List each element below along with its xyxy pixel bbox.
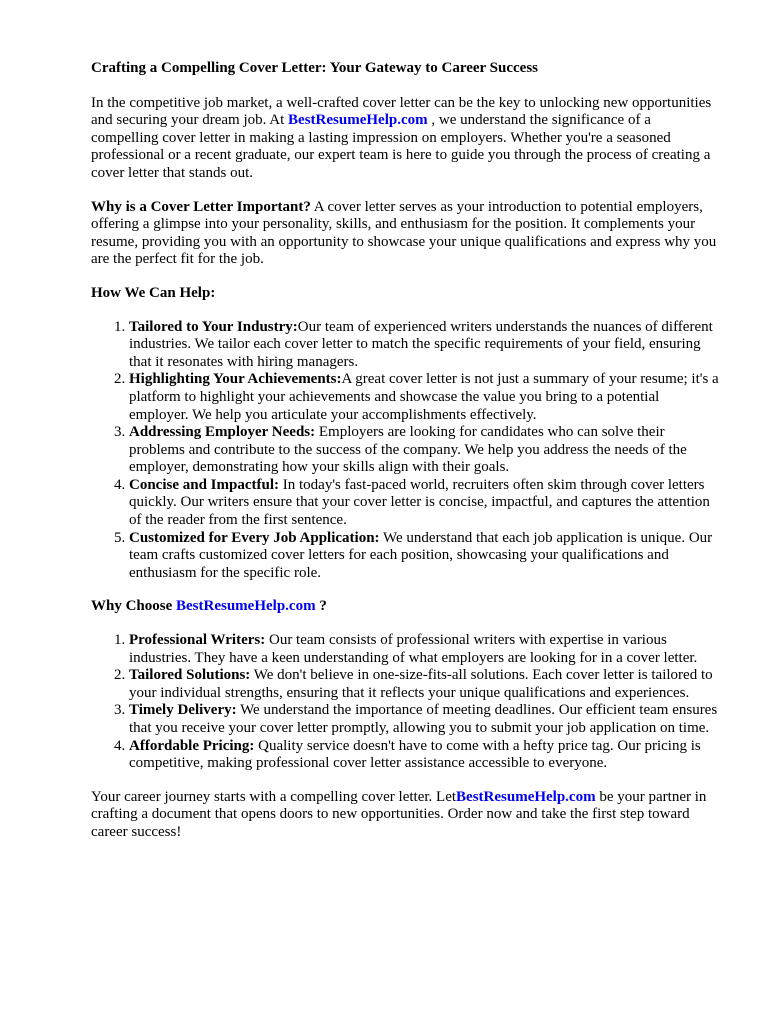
intro-text-before: In the competitive job market, a well-crafted cover letter can be the key to unlocking new opportunities and securing your dream job. At [91,94,712,129]
list-item [129,424,721,477]
list-item-text: We understand the importance of meeting deadlines. Our efficient team ensures that you receive your cover letter promptly, allowing you to submit your job application on time. [129,702,718,736]
why-important-paragraph [91,199,721,269]
closing-text-after: be your partner in crafting a document that opens doors to new opportunities. Order now and take the first step toward career success! [91,788,707,840]
intro-paragraph [91,95,721,183]
list-item-title: Timely Delivery: [129,702,237,719]
list-item [129,319,721,372]
why-important-text: A cover letter serves as your introduction to potential employers, offering a glimpse into your personality, skills, and enthusiasm for the position. It complements your resume, providing you with an opportunity to showcase your unique qualifications and express why you are the perfect fit for the job. [91,198,717,268]
document-page [91,60,721,858]
list-item-text: A great cover letter is not just a summary of your resume; it's a platform to highlight your achievements and showcase the value you bring to a potential employer. We help you articulate your accomplishments effectively. [129,371,719,423]
intro-link[interactable]: BestResumeHelp.com [288,112,428,129]
list-item-text: Our team of experienced writers understands the nuances of different industries. We tailor each cover letter to match the specific requirements of your field, ensuring that it resonates with hiring managers. [129,318,713,370]
why-choose-list [91,632,721,773]
why-important-heading: Why is a Cover Letter Important? [91,198,311,215]
list-item-title: Customized for Every Job Application: [129,529,380,546]
intro-text-after: , we understand the significance of a compelling cover letter in making a lasting impression on employers. Whether you're a seasoned professional or a recent graduate, our expert team is here to guide you through the process of creating a cover letter that stands out. [91,112,711,181]
list-item-title: Addressing Employer Needs: [129,424,316,441]
list-item-text: Employers are looking for candidates who can solve their problems and contribute to the success of the company. We help you address the needs of the employer, demonstrating how your skills align with their goals. [129,424,687,476]
how-help-list [91,319,721,583]
closing-paragraph [91,789,721,842]
why-choose-prefix: Why Choose [91,598,177,615]
list-item-text: We understand that each job application is unique. Our team crafts customized cover letters for each position, showcasing your qualifications and enthusiasm for the specific role. [129,529,713,581]
list-item [129,632,721,667]
list-item [129,371,721,424]
list-item-text: We don't believe in one-size-fits-all solutions. Each cover letter is tailored to your individual strengths, ensuring that it reflects your unique qualifications and experiences. [129,667,713,701]
why-choose-suffix: ? [315,598,327,615]
list-item-text: In today's fast-paced world, recruiters often skim through cover letters quickly. Our writers ensure that your cover letter is concise, impactful, and captures the attention of the reader from the first sentence. [129,476,710,529]
why-choose-heading [91,598,721,616]
list-item-title: Affordable Pricing: [129,737,255,754]
list-item [129,477,721,530]
why-choose-link[interactable]: BestResumeHelp.com [176,598,316,615]
document-title: Crafting a Compelling Cover Letter: Your Gateway to Career Success [91,60,538,76]
how-help-heading: How We Can Help: [91,284,216,301]
list-item-text: Our team consists of professional writers with expertise in various industries. They have a keen understanding of what employers are looking for in a cover letter. [129,632,698,666]
closing-text-before: Your career journey starts with a compelling cover letter. Let [91,788,457,805]
list-item-title: Tailored to Your Industry: [129,318,298,335]
list-item-title: Professional Writers: [129,632,266,649]
list-item [129,530,721,583]
list-item [129,738,721,773]
list-item-title: Tailored Solutions: [129,667,251,684]
closing-link[interactable]: BestResumeHelp.com [456,788,596,805]
list-item-title: Highlighting Your Achievements: [129,371,342,388]
list-item-title: Concise and Impactful: [129,476,280,493]
list-item [129,667,721,702]
list-item [129,702,721,737]
list-item-text: Quality service doesn't have to come with a hefty price tag. Our pricing is competitive, making professional cover letter assistance accessible to everyone. [129,737,701,772]
